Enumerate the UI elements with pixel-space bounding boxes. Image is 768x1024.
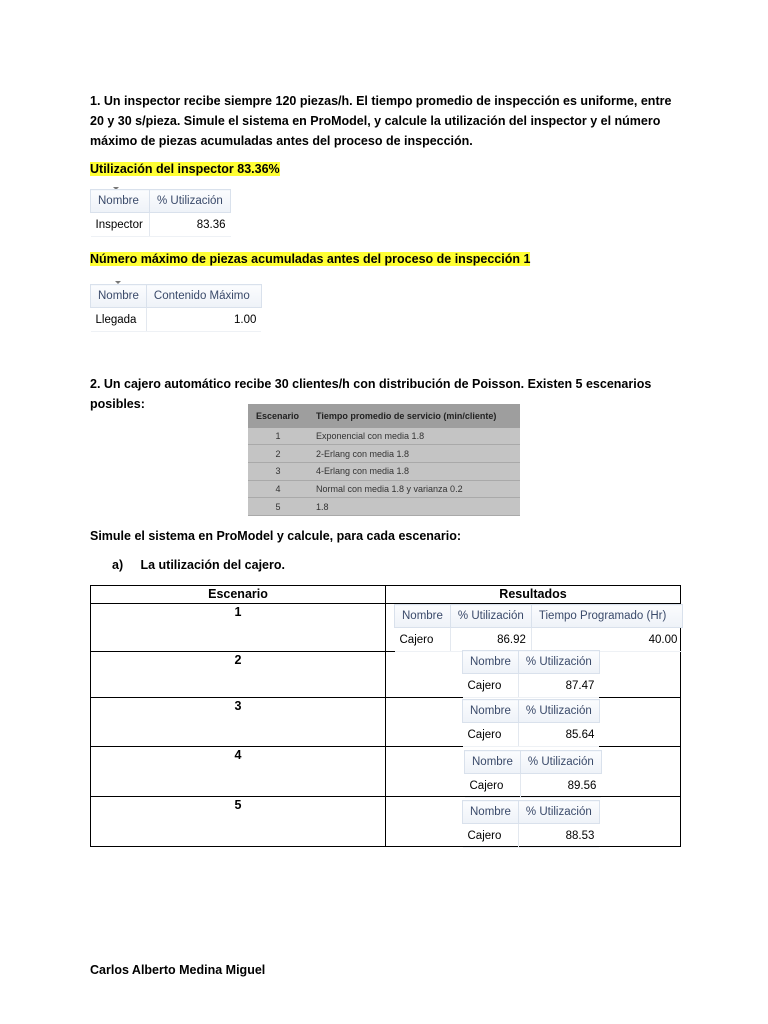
- row-name: Cajero: [463, 824, 519, 848]
- col-escenario-header: Escenario: [208, 587, 268, 601]
- row-name: Cajero: [465, 774, 521, 798]
- scenario-desc: Normal con media 1.8 y varianza 0.2: [308, 480, 520, 498]
- scenario-desc: 1.8: [308, 498, 520, 516]
- row-name: Cajero: [463, 723, 519, 747]
- scenario-num: 4: [248, 480, 308, 498]
- col-utilizacion[interactable]: % Utilización: [518, 801, 599, 824]
- result-table-scenario-5: [462, 800, 600, 848]
- row-utilization: 87.47: [518, 674, 599, 698]
- col-tiempo: Tiempo promedio de servicio (min/cliente): [308, 404, 520, 428]
- scenario-desc: Exponencial con media 1.8: [308, 428, 520, 445]
- row-utilization: 86.92: [450, 628, 531, 652]
- question-1-text: 1. Un inspector recibe siempre 120 piezas/h. El tiempo promedio de inspección es uniforme, entre 20 y 30 s/pieza. Simule el sistema en ProModel, y calcule la utilización del inspector y el número máximo de piezas acumuladas antes del proceso de inspección.: [90, 94, 672, 148]
- col-nombre[interactable]: Nombre: [463, 651, 519, 674]
- result-table-scenario-3: [462, 699, 600, 747]
- max-content-table: [90, 284, 262, 332]
- col-nombre[interactable]: Nombre: [395, 605, 451, 628]
- col-contenido-maximo[interactable]: Contenido Máximo: [146, 285, 261, 308]
- row-name: Llegada: [91, 308, 147, 332]
- col-nombre[interactable]: Nombre: [463, 700, 519, 723]
- col-utilizacion[interactable]: % Utilización: [150, 190, 231, 213]
- utilization-highlight: Utilización del inspector 83.36%: [90, 162, 280, 176]
- col-escenario: Escenario: [248, 404, 308, 428]
- max-pieces-highlight: Número máximo de piezas acumuladas antes del proceso de inspección 1: [90, 252, 531, 266]
- col-nombre[interactable]: Nombre: [463, 801, 519, 824]
- scenario-desc: 4-Erlang con media 1.8: [308, 462, 520, 480]
- scenario-number: 1: [234, 605, 242, 619]
- row-utilization: 85.64: [518, 723, 599, 747]
- row-name: Cajero: [463, 674, 519, 698]
- result-table-scenario-2: [462, 650, 600, 698]
- scenario-num: 3: [248, 462, 308, 480]
- scenario-number: 2: [234, 653, 242, 667]
- scenario-number: 5: [234, 798, 242, 812]
- scenario-num: 2: [248, 445, 308, 463]
- col-utilizacion[interactable]: % Utilización: [518, 651, 599, 674]
- row-value: 1.00: [146, 308, 261, 332]
- item-a-text: a) La utilización del cajero.: [112, 558, 285, 572]
- scenarios-image-table: [248, 404, 520, 516]
- result-table-scenario-1: [394, 604, 683, 652]
- col-nombre[interactable]: Nombre: [91, 285, 147, 308]
- scenario-num: 5: [248, 498, 308, 516]
- inspector-utilization-table: [90, 189, 231, 237]
- row-utilization: 88.53: [518, 824, 599, 848]
- col-utilizacion[interactable]: % Utilización: [450, 605, 531, 628]
- row-value: 83.36: [150, 213, 231, 237]
- row-name: Cajero: [395, 628, 451, 652]
- row-name: Inspector: [91, 213, 150, 237]
- col-utilizacion[interactable]: % Utilización: [520, 751, 601, 774]
- question-2-text: 2. Un cajero automático recibe 30 clientes/h con distribución de Poisson. Existen 5 escenarios posibles:: [90, 377, 652, 411]
- row-scheduled-time: 40.00: [531, 628, 682, 652]
- instruction-text: Simule el sistema en ProModel y calcule, para cada escenario:: [90, 529, 461, 543]
- author-name: Carlos Alberto Medina Miguel: [90, 963, 266, 977]
- result-table-scenario-4: [464, 750, 602, 798]
- col-utilizacion[interactable]: % Utilización: [518, 700, 599, 723]
- scenario-number: 3: [234, 699, 242, 713]
- scenario-num: 1: [248, 428, 308, 445]
- scenario-number: 4: [234, 748, 242, 762]
- scenario-desc: 2-Erlang con media 1.8: [308, 445, 520, 463]
- col-nombre[interactable]: Nombre: [91, 190, 150, 213]
- col-tiempo-programado[interactable]: Tiempo Programado (Hr): [531, 605, 682, 628]
- row-utilization: 89.56: [520, 774, 601, 798]
- col-resultados-header: Resultados: [499, 587, 567, 601]
- col-nombre[interactable]: Nombre: [465, 751, 521, 774]
